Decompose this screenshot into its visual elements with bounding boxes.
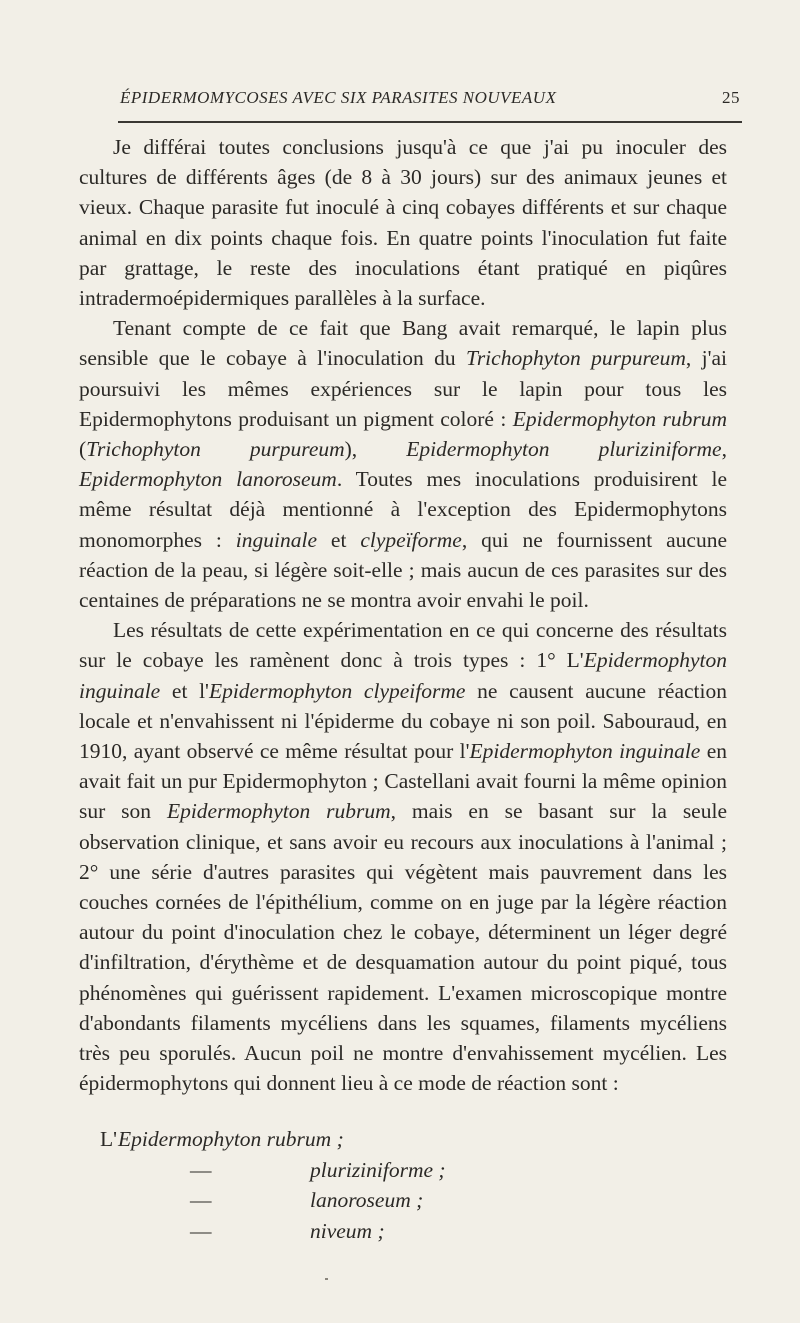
running-title: ÉPIDERMOMYCOSES AVEC SIX PARASITES NOUVEAUX bbox=[120, 88, 557, 107]
paragraph-2: Tenant compte de ce fait que Bang avait remarqué, le lapin plus sensible que le cobaye à l'inoculation du Trichophyton purpureum, j'ai poursuivi les mêmes expériences sur le lapin pour tous les Epidermophytons produisant un pigment coloré : Epidermophyton rubrum (Trichophyton purpureum), Epidermophyton pluriziniforme, Epidermophyton lanoroseum. Toutes mes inoculations produisirent le même résultat déjà mentionné à l'exception des Epidermophytons monomorphes : inguinale et clypeïforme, qui ne fournissent aucune réaction de la peau, si légère soit-elle ; mais aucun de ces parasites sur des centaines de préparations ne se montra avoir envahi le poil. bbox=[79, 316, 728, 613]
page-number: 25 bbox=[722, 88, 740, 107]
list-item: — niveum ; bbox=[190, 1218, 385, 1243]
list-item: L' Epidermophyton rubrum ; bbox=[100, 1127, 344, 1151]
header-rule bbox=[118, 121, 742, 123]
running-header bbox=[120, 80, 740, 112]
paper-speck bbox=[325, 1278, 328, 1280]
paragraph-3: Les résultats de cette expérimentation en ce qui concerne des résultats sur le cobaye les ramènent donc à trois types : 1° L'Epidermophyton inguinale et l'Epidermophyton clypeiforme ne causent aucune réaction locale et n'envahissent ni l'épiderme du cobaye ni son poil. Sabouraud, en 1910, ayant observé ce même résultat pour l'Epidermophyton inguinale en avait fait un pur Epidermophyton ; Castellani avait fourni la même opinion sur son Epidermophyton rubrum, mais en se basant sur la seule observation clinique, et sans avoir eu recours aux inoculations à l'animal ; 2° une série d'autres parasites qui végètent mais pauvrement dans les couches cornées de l'épithélium, comme on en juge par la légère réaction autour du point d'inoculation chez le cobaye, déterminent un léger degré d'infiltration, d'érythème et de desquamation autour du point piqué, tous phénomènes qui guérissent rapidement. L'examen microscopique montre d'abondants filaments mycéliens dans les squames, filaments mycéliens très peu sporulés. Aucun poil ne montre d'envahissement mycélien. Les épidermophytons qui donnent lieu à ce mode de réaction sont : bbox=[79, 618, 728, 1096]
paragraph-1: Je différai toutes conclusions jusqu'à ce que j'ai pu inoculer des cultures de différents âges (de 8 à 30 jours) sur des animaux jeunes et vieux. Chaque parasite fut inoculé à cinq cobayes différents et sur chaque animal en dix points chaque fois. En quatre points l'inoculation fut faite par grattage, le reste des inoculations étant pratiqué en piqûres intradermoépidermiques parallèles à la surface. bbox=[79, 135, 727, 311]
species-list bbox=[100, 1127, 700, 1249]
body-text bbox=[79, 132, 727, 1099]
list-item: — lanoroseum ; bbox=[190, 1188, 424, 1212]
list-item: — pluriziniforme ; bbox=[190, 1157, 446, 1182]
